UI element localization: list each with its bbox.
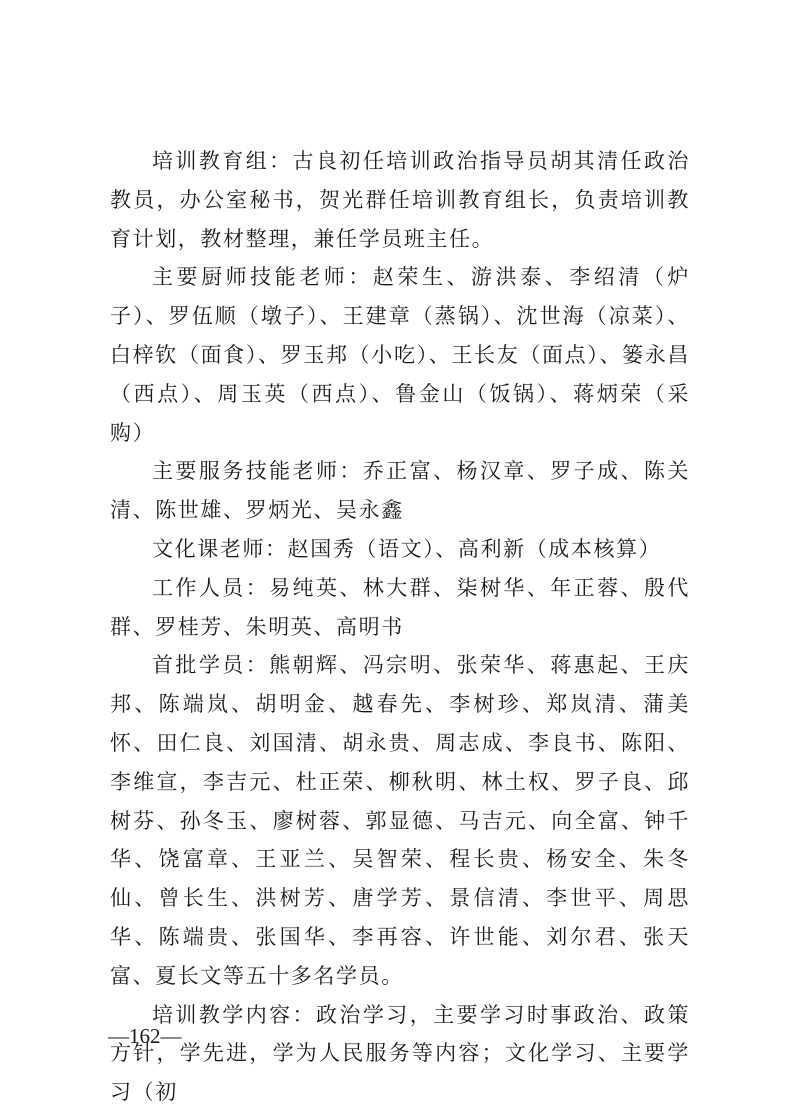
body-text (110, 142, 690, 1112)
paragraph-service-teachers: 主要服务技能老师：乔正富、杨汉章、罗子成、陈关清、陈世雄、罗炳光、吴永鑫 (110, 459, 690, 523)
paragraph-culture-teachers: 文化课老师：赵国秀（语文）、高利新（成本核算） (152, 536, 662, 561)
paragraph-chef-teachers: 主要厨师技能老师：赵荣生、游洪泰、李绍清（炉子）、罗伍顺（墩子）、王建章（蒸锅）、沈世海（凉菜）、白梓钦（面食）、罗玉邦（小吃）、王长友（面点）、篓永昌（西点）、周玉英（西点）、鲁金山（饭锅）、蒋炳荣（采购） (110, 265, 690, 445)
page-number: —162— (108, 1024, 182, 1048)
paragraph-staff: 工作人员：易纯英、林大群、柒树华、年正蓉、殷代群、罗桂芳、朱明英、高明书 (110, 575, 690, 639)
paragraph-training-education-group: 培训教育组：古良初任培训政治指导员胡其清任政治教员，办公室秘书，贺光群任培训教育组长，负责培训教育计划，教材整理，兼任学员班主任。 (110, 149, 690, 251)
paragraph-teaching-content: 培训教学内容：政治学习，主要学习时事政治、政策方针，学先进，学为人民服务等内容；文化学习、主要学习（初 (110, 1002, 690, 1105)
paragraph-first-students: 首批学员：熊朝辉、冯宗明、张荣华、蒋惠起、王庆邦、陈端岚、胡明金、越春先、李树珍、郑岚清、蒲美怀、田仁良、刘国清、胡永贵、周志成、李良书、陈阳、李维宣，李吉元、杜正荣、柳秋明、林土权、罗子良、邱树芬、孙冬玉、廖树蓉、郭显德、马吉元、向全富、钟千华、饶富章、王亚兰、吴智荣、程长贵、杨安全、朱冬仙、曾长生、洪树芳、唐学芳、景信清、李世平、周思华、陈端贵、张国华、李再容、许世能、刘尔君、张天富、夏长文等五十多名学员。 (110, 653, 690, 988)
